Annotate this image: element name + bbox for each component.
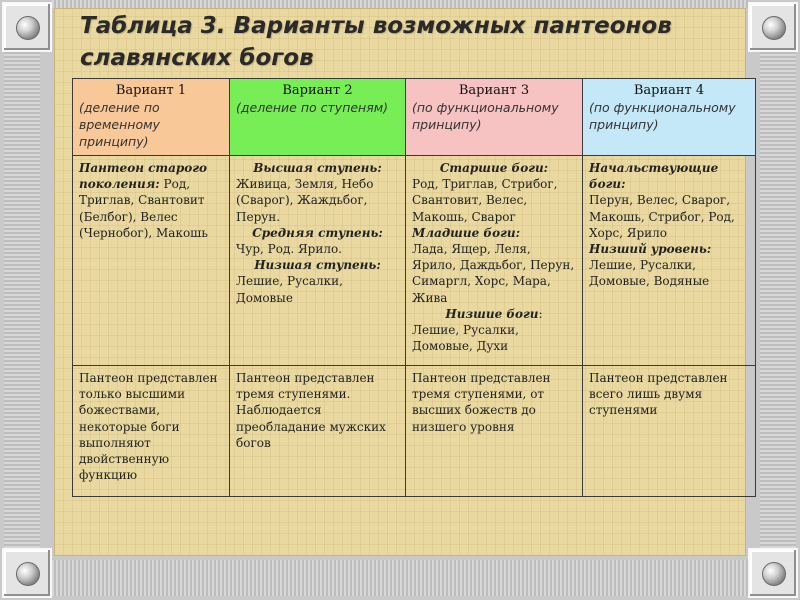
header-cell-variant-4 — [583, 79, 756, 156]
note-cell-variant-2: Пантеон представлен тремя ступенями. Наблюдается преобладание мужских богов — [230, 366, 406, 497]
slide-title — [80, 10, 740, 74]
group-label: Низший уровень: — [589, 242, 712, 257]
pantheon-cell-variant-2 — [230, 156, 406, 366]
corner-tile-bottom-left — [2, 548, 52, 598]
title-line-1: Таблица 3. Варианты возможных пантеонов — [80, 13, 672, 39]
frame-bottom-bar — [52, 560, 748, 596]
gods-list: Живица, Земля, Небо (Сварог), Жаждьбог, Перун. — [236, 177, 374, 224]
frame-right-bar — [760, 52, 796, 548]
group-label-colon: : — [538, 306, 543, 321]
header-cell-variant-2 — [230, 79, 406, 156]
gods-list: Лешие, Русалки, Домовые — [236, 274, 343, 305]
gods-list: Род, Триглав, Свантовит (Белбог), Велес (Чернобог), Макошь — [79, 177, 208, 240]
bolt-icon — [16, 16, 40, 40]
note-cell-variant-4: Пантеон представлен всего лишь двумя ступенями — [583, 366, 756, 497]
variant-desc: (деление по временному принципу) — [79, 100, 160, 149]
gods-list: Лешие, Русалки, Домовые, Духи — [412, 323, 519, 354]
frame-top-bar — [52, 0, 748, 8]
group-label: Начальствующие боги: — [589, 161, 719, 192]
group-label: Пантеон старого поколения: — [79, 161, 208, 192]
variant-name: Вариант 2 — [282, 83, 353, 98]
group-label: Высшая ступень: — [253, 161, 382, 175]
corner-tile-bottom-right — [748, 548, 798, 598]
variant-desc: (по функциональному принципу) — [412, 100, 559, 132]
variant-name: Вариант 3 — [458, 83, 530, 98]
frame-left-bar — [4, 52, 40, 548]
gods-list: Род, Триглав, Стрибог, Свантовит, Велес, Макошь, Сварог — [412, 177, 558, 224]
pantheon-cell-variant-4 — [583, 156, 756, 366]
pantheon-table — [72, 78, 756, 497]
group-label: Младшие боги: — [412, 225, 520, 240]
variant-name: Вариант 4 — [633, 83, 705, 98]
corner-tile-top-left — [2, 2, 52, 52]
variant-desc: (по функциональному принципу) — [589, 100, 736, 132]
header-cell-variant-1 — [73, 79, 230, 156]
group-label-wrap — [412, 306, 576, 322]
gods-list: Лешие, Русалки, Домовые, Водяные — [589, 258, 710, 289]
group-label: Низшая ступень: — [254, 258, 381, 273]
pantheon-row — [73, 156, 756, 366]
bolt-icon — [762, 16, 786, 40]
header-row — [73, 79, 756, 156]
variant-name: Вариант 1 — [115, 83, 187, 98]
pantheon-cell-variant-3 — [406, 156, 583, 366]
pantheon-cell-variant-1 — [73, 156, 230, 366]
notes-row — [73, 366, 756, 497]
variant-desc: (деление по ступеням) — [236, 100, 389, 115]
note-cell-variant-3: Пантеон представлен тремя ступенями, от высших божеств до низшего уровня — [406, 366, 583, 497]
gods-list: Лада, Ящер, Леля, Ярило, Даждьбог, Перун, Симаргл, Хорс, Мара, Жива — [412, 242, 575, 305]
bolt-icon — [16, 562, 40, 586]
bolt-icon — [762, 562, 786, 586]
note-cell-variant-1: Пантеон представлен только высшими божествами, некоторые боги выполняют двойственную функцию — [73, 366, 230, 497]
header-cell-variant-3 — [406, 79, 583, 156]
gods-list: Перун, Велес, Сварог, Макошь, Стрибог, Род, Хорс, Ярило — [589, 193, 735, 240]
group-label: Низшие боги — [445, 306, 539, 321]
corner-tile-top-right — [748, 2, 798, 52]
gods-list: Чур, Род. Ярило. — [236, 242, 342, 257]
title-line-2: славянских богов — [80, 45, 314, 71]
group-label: Старшие боги: — [439, 161, 549, 175]
group-label: Средняя ступень: — [252, 225, 383, 240]
